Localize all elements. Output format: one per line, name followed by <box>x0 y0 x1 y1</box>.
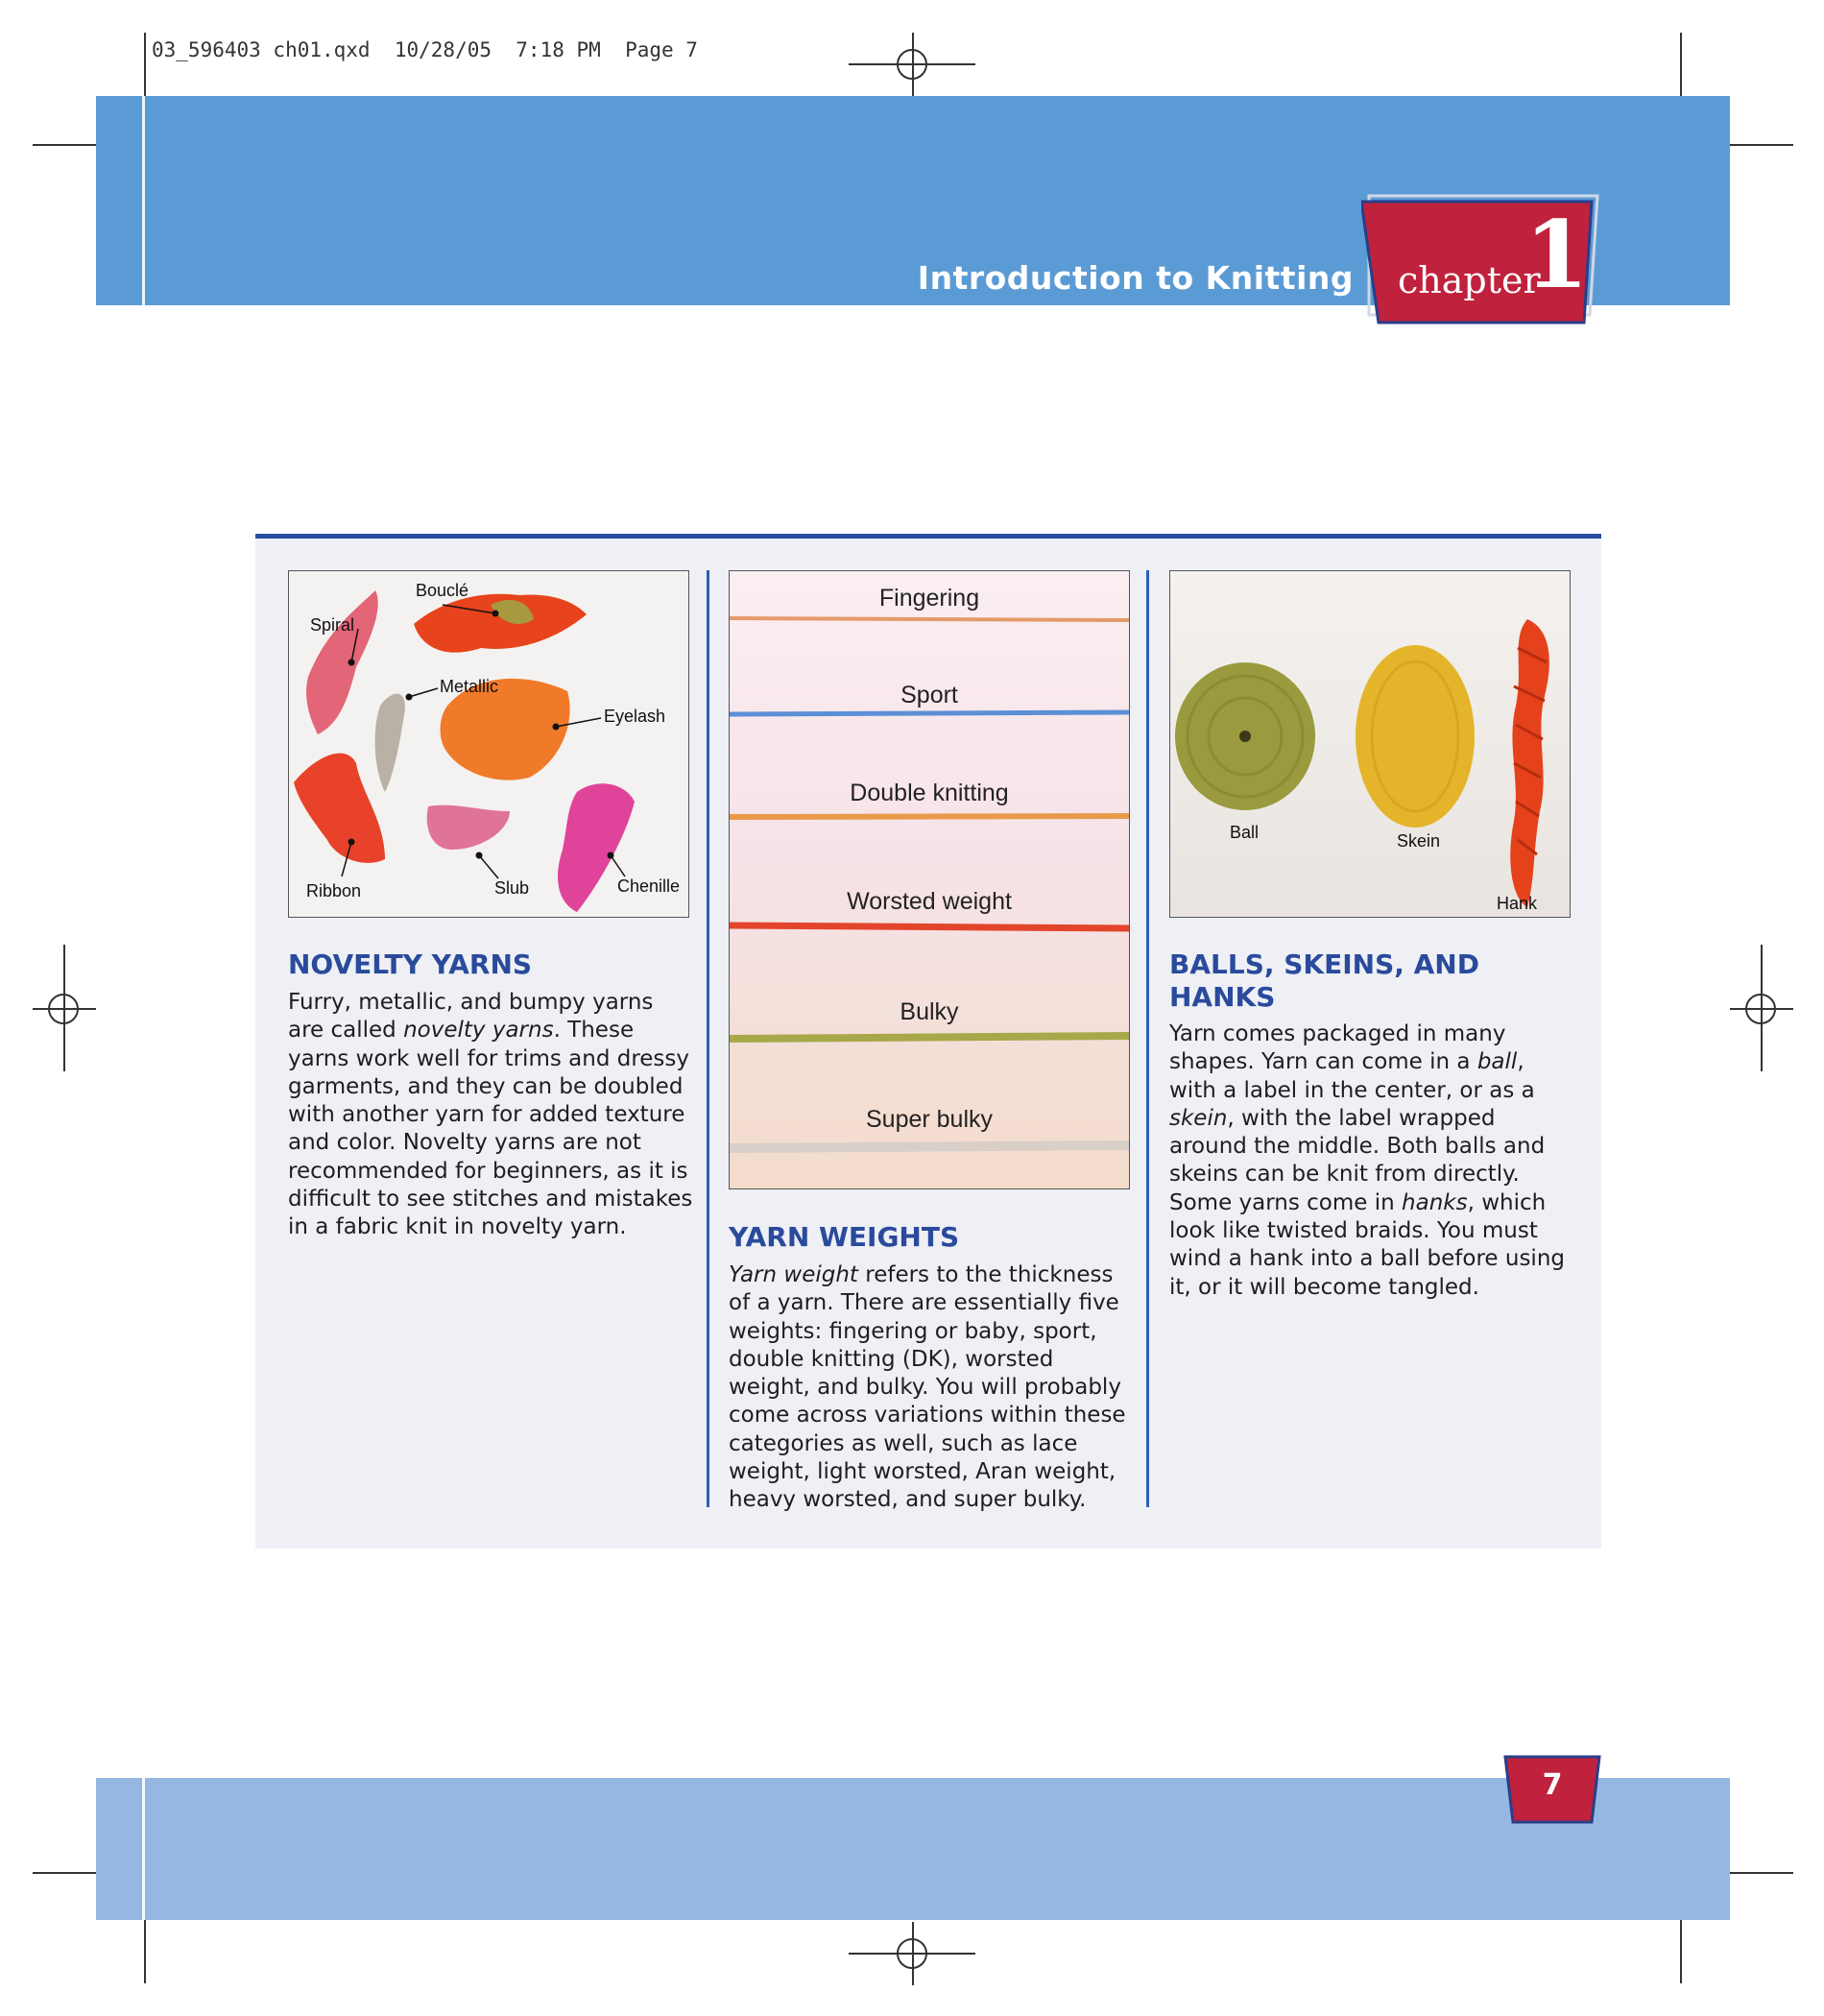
trim-mark <box>33 144 96 146</box>
footer-band <box>96 1778 1730 1920</box>
label-skein: Skein <box>1397 831 1441 851</box>
label-spiral: Spiral <box>310 615 355 635</box>
chapter-label: chapter <box>1398 259 1541 301</box>
column-divider <box>707 570 709 1507</box>
weight-label-worsted: Worsted weight <box>847 888 1012 915</box>
trim-mark <box>144 1920 146 1983</box>
trim-mark <box>1730 144 1793 146</box>
label-metallic: Metallic <box>440 677 499 696</box>
label-hank: Hank <box>1497 894 1538 913</box>
label-eyelash: Eyelash <box>604 707 666 726</box>
yarn-weights-text: Yarn weight refers to the thickness of a yarn. There are essentially five weights: fingering or baby, sport, double knitting (DK), worsted weight, and bulky. You will probably come across variations within these categories as well, such as lace weight, light worsted, Aran weight, heavy worsted, and super bulky. <box>729 1262 1126 1513</box>
novelty-yarns-heading: NOVELTY YARNS <box>288 948 533 980</box>
band-edge-line <box>142 96 145 305</box>
print-slug: 03_596403 ch01.qxd 10/28/05 7:18 PM Page 7 <box>152 38 698 61</box>
weight-label-bulky: Bulky <box>900 998 959 1025</box>
chapter-title: Introduction to Knitting <box>917 259 1354 297</box>
label-slub: Slub <box>494 878 530 898</box>
novelty-yarns-photo <box>288 570 689 918</box>
trim-mark <box>1680 33 1682 96</box>
column-divider <box>1146 570 1149 1507</box>
balls-skeins-hanks-photo <box>1169 570 1571 918</box>
yarn-packaging-illustration <box>1170 571 1571 918</box>
chapter-number: 1 <box>1524 201 1589 309</box>
yarn-strands <box>730 571 1130 1189</box>
yarn-weights-heading: YARN WEIGHTS <box>729 1221 960 1253</box>
label-ball: Ball <box>1230 823 1260 842</box>
label-ribbon: Ribbon <box>306 881 362 900</box>
yarn-weights-photo <box>729 570 1130 1189</box>
trim-mark <box>1730 1872 1793 1874</box>
balls-skeins-hanks-heading: BALLS, SKEINS, AND HANKS <box>1169 948 1479 1013</box>
weight-label-fingering: Fingering <box>878 585 980 612</box>
trim-mark <box>1680 1920 1682 1983</box>
label-boucle: Bouclé <box>416 581 469 600</box>
balls-skeins-hanks-text: Yarn comes packaged in many shapes. Yarn can come in a ball, with a label in the center, or as a skein, with the label wrapped around the middle. Both balls and skeins can be knit from directly. Some yarns come in hanks, which look like twisted braids. You must wind a hank into a ball before using it, or it will become tangled. <box>1169 1021 1565 1300</box>
page-number: 7 <box>1542 1768 1563 1802</box>
trim-mark <box>144 33 146 96</box>
label-chenille: Chenille <box>617 876 681 896</box>
band-edge-line <box>142 1778 145 1920</box>
trim-mark <box>33 1872 96 1874</box>
weight-label-sport: Sport <box>900 682 958 708</box>
weight-label-double-knitting: Double knitting <box>850 780 1009 806</box>
weight-label-super-bulky: Super bulky <box>865 1106 994 1133</box>
novelty-yarns-text: Furry, metallic, and bumpy yarns are called novelty yarns. These yarns work well for trims and dressy garments, and they can be doubled with another yarn for added texture and color. Novelty yarns are not recommended for beginners, as it is difficult to see stitches and mistakes in a fabric knit in novelty yarn. <box>288 990 693 1240</box>
